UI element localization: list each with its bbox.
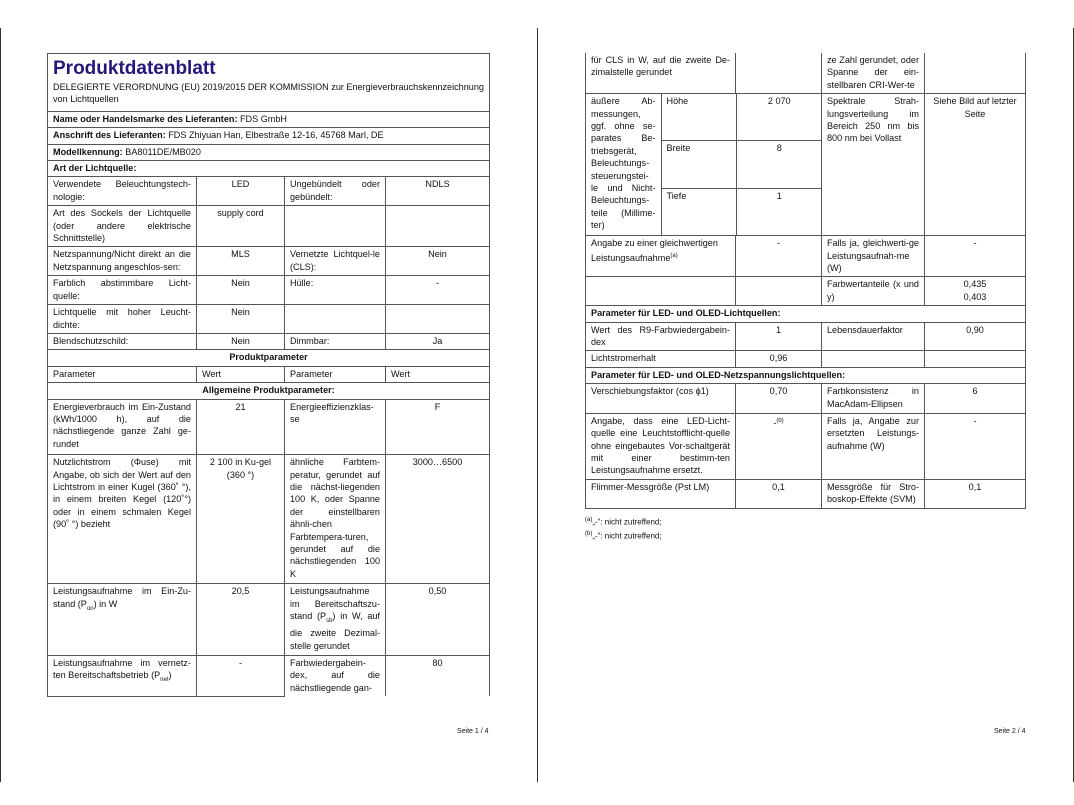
- value-header: Wert: [197, 366, 285, 382]
- empty-cell: [586, 277, 736, 306]
- page-2: [585, 53, 1026, 735]
- flicker-value: 0,1: [736, 479, 822, 508]
- spectral-value: Siehe Bild auf letzter Seite: [925, 94, 1026, 236]
- replacement-footnote: (b): [776, 417, 784, 424]
- model-label: Modellkennung:: [53, 146, 123, 157]
- replaced-power-label: Falls ja, Angabe zur ersetzten Leistungs-aufnahme (W): [822, 413, 925, 479]
- empty-cell: [925, 351, 1026, 367]
- title-row: [48, 54, 490, 112]
- r9-row: [586, 322, 1026, 351]
- mains-label: Netzspannung/Nicht direkt an die Netzspannung angeschlos-sen:: [48, 247, 197, 276]
- general-params-heading: Allgemeine Produktparameter:: [48, 383, 490, 399]
- chromaticity-y: 0,403: [963, 291, 987, 302]
- chromaticity-label: Farbwertanteile (x und y): [822, 277, 925, 306]
- light-type-label: Art der Lichtquelle:: [48, 161, 490, 177]
- supplier-name: FDS GmbH: [240, 113, 287, 124]
- replacement-value: [736, 413, 822, 479]
- equivalent-power-label-text: Angabe zu einer gleichwertigen Leistungsaufnahme: [591, 238, 718, 263]
- mains-row: [48, 247, 490, 276]
- page-separator-middle: [537, 28, 538, 782]
- chromaticity-value: [925, 277, 1026, 306]
- dimensions-table: [586, 94, 822, 235]
- tech-label: Verwendete Beleuchtungstech-nologie:: [48, 177, 197, 206]
- lumen-maintenance-label: Lichtstromerhalt: [586, 351, 736, 367]
- param-header: Parameter: [48, 366, 197, 382]
- footnote-b-marker: (b): [585, 531, 593, 538]
- light-type-row: [48, 161, 490, 177]
- power-on-label: [48, 584, 197, 656]
- high-luminance-label: Lichtquelle mit hoher Leucht-dichte:: [48, 305, 197, 334]
- lumen-maintenance-value: 0,96: [736, 351, 822, 367]
- flux-label: Nutzlichtstrom (Φuse) mit Angabe, ob sich der Wert auf den Lichtstrom in einer Kugel (360˚ °), in einem breiten Kegel (120˚°) oder in einem schmalen Kegel (90˚ °) bezieht: [48, 455, 197, 584]
- regulation-text: DELEGIERTE VERORDNUNG (EU) 2019/2015 DER KOMMISSION zur Energieverbrauchskennzeichnung von Lichtquellen: [53, 82, 484, 105]
- dimensions-cell: [586, 94, 822, 236]
- replacement-value-text: -: [773, 417, 777, 428]
- flux-value: 2 100 in Ku-gel (360 °): [197, 455, 285, 584]
- svm-label: Messgröße für Stro-boskop-Effekte (SVM): [822, 479, 925, 508]
- chromaticity-row: [586, 277, 1026, 306]
- model-row: [48, 144, 490, 160]
- survival-value: 0,90: [925, 322, 1026, 351]
- energy-label: Energieverbrauch im Ein-Zustand (kWh/1000 h), auf die nächstliegende ganze Zahl ge-rundet: [48, 399, 197, 455]
- led-params-row: [586, 306, 1026, 322]
- product-params-heading: Produktparameter: [48, 350, 490, 366]
- dimensions-label: äußere Ab-messungen, ggf. ohne se-parates Be-triebsgerät, Beleuchtungs-steuerungstei-le und Nicht-Beleuchtungs-teile (Millime-ter): [586, 94, 661, 235]
- page-1: [47, 53, 490, 735]
- equivalent-power-footnote: (a): [670, 252, 678, 259]
- cri-value: 80: [386, 656, 490, 697]
- model-value: BA8011DE/MB020: [125, 146, 201, 157]
- spectral-label: Spektrale Strah-lungsverteilung im Bereich 250 nm bis 800 nm bei Vollast: [822, 94, 925, 236]
- networked-standby-label-sub: net: [160, 677, 169, 684]
- equivalent-power-value: -: [736, 236, 822, 277]
- standby-power-label-unit: ) in W, auf die zweite Dezimal-stelle gerundet: [290, 611, 380, 651]
- led-params-heading: Parameter für LED- und OLED-Lichtquellen:: [586, 306, 1026, 322]
- networked-standby-label-unit: ): [168, 670, 172, 681]
- cct-label: ähnliche Farbtem-peratur, gerundet auf die nächst-liegenden 100 K, oder Spanne der einstellbaren ähnli-chen Farbtempera-turen, gerundet auf die nächstliegenden 100 K: [285, 455, 386, 584]
- product-data-table-page-2: [585, 53, 1026, 509]
- page-separator-left: [0, 28, 1, 782]
- high-luminance-value: Nein: [197, 305, 285, 334]
- r9-label: Wert des R9-Farbwiedergabein-dex: [586, 322, 736, 351]
- param-header-2: Parameter: [285, 366, 386, 382]
- empty-cell: [386, 206, 490, 247]
- page-1-footer: Seite 1 / 4: [457, 728, 489, 735]
- empty-cell: [386, 305, 490, 334]
- mains-value: MLS: [197, 247, 285, 276]
- width-value: 8: [736, 141, 822, 189]
- replacement-row: [586, 413, 1026, 479]
- footnote-a: [585, 514, 1026, 529]
- footnote-b-text: „-“: nicht zutreffend;: [592, 531, 662, 541]
- efficiency-class-value: F: [386, 399, 490, 455]
- networked-standby-value: -: [197, 656, 285, 697]
- energy-value: 21: [197, 399, 285, 455]
- footnote-a-text: „-“: nicht zutreffend;: [592, 517, 662, 527]
- colour-tunable-row: [48, 276, 490, 305]
- networked-standby-label-text: Leistungsaufnahme im vernetz-ten Bereitschaftsbetrieb (P: [53, 658, 191, 681]
- svm-value: 0,1: [925, 479, 1026, 508]
- antiglare-row: [48, 333, 490, 349]
- depth-label: Tiefe: [661, 189, 736, 236]
- power-on-label-unit: ) in W: [93, 598, 118, 609]
- displacement-row: [586, 384, 1026, 413]
- standby-power-label-text: Leistungsaufnahme im Bereitschaftszu-stand (P: [290, 586, 380, 622]
- height-value: 2 070: [736, 94, 822, 141]
- bundled-value: NDLS: [386, 177, 490, 206]
- equivalent-power-w-value: -: [925, 236, 1026, 277]
- value-header-2: Wert: [386, 366, 490, 382]
- standby-power-label: [285, 584, 386, 656]
- tech-row: [48, 177, 490, 206]
- supplier-address-row: [48, 128, 490, 144]
- led-mains-params-row: [586, 367, 1026, 383]
- page-2-footer: Seite 2 / 4: [994, 728, 1026, 735]
- energy-row: [48, 399, 490, 455]
- efficiency-class-label: Energieeffizienzklas-se: [285, 399, 386, 455]
- replaced-power-value: -: [925, 413, 1026, 479]
- high-luminance-row: [48, 305, 490, 334]
- power-on-value: 20,5: [197, 584, 285, 656]
- standby-power-label-sub: sb: [326, 617, 333, 624]
- dimmable-value: Ja: [386, 333, 490, 349]
- footnote-a-marker: (a): [585, 516, 593, 523]
- networked-standby-label-cont: für CLS in W, auf die zweite De-zimalstelle gerundet: [586, 53, 736, 94]
- product-params-row: [48, 350, 490, 366]
- survival-label: Lebensdauerfaktor: [822, 322, 925, 351]
- tech-value: LED: [197, 177, 285, 206]
- empty-cell: [285, 305, 386, 334]
- colour-tunable-value: Nein: [197, 276, 285, 305]
- product-data-table-page-1: [47, 53, 490, 697]
- empty-cell: [822, 351, 925, 367]
- param-header-row: [48, 366, 490, 382]
- empty-cell: [285, 206, 386, 247]
- networked-standby-row: [48, 656, 490, 697]
- cct-value: 3000…6500: [386, 455, 490, 584]
- cri-label: Farbwiedergabein-dex, auf die nächstliegende gan-: [285, 656, 386, 697]
- lumen-maintenance-row: [586, 351, 1026, 367]
- page-title: Produktdatenblatt: [53, 58, 216, 79]
- general-params-row: [48, 383, 490, 399]
- supplier-address: FDS Zhiyuan Han, Elbestraße 12-16, 45768 Marl, DE: [168, 130, 384, 141]
- standby-power-value: 0,50: [386, 584, 490, 656]
- antiglare-value: Nein: [197, 333, 285, 349]
- cri-label-cont: ze Zahl gerundet, oder Spanne der ein-stellbaren CRI-Wer-te: [822, 53, 925, 94]
- width-label: Breite: [661, 141, 736, 189]
- envelope-value: -: [386, 276, 490, 305]
- displacement-label: Verschiebungsfaktor (cos ϕ1): [586, 384, 736, 413]
- flicker-row: [586, 479, 1026, 508]
- dimensions-row: [586, 94, 1026, 236]
- supplier-name-row: [48, 111, 490, 127]
- socket-row: [48, 206, 490, 247]
- bundled-label: Ungebündelt oder gebündelt:: [285, 177, 386, 206]
- dimmable-label: Dimmbar:: [285, 333, 386, 349]
- empty-cell: [925, 53, 1026, 94]
- equivalent-power-row: [586, 236, 1026, 277]
- equivalent-power-label: [586, 236, 736, 277]
- equivalent-power-w-label: Falls ja, gleichwerti-ge Leistungsaufnah-me (W): [822, 236, 925, 277]
- chromaticity-x: 0,435: [963, 279, 987, 290]
- displacement-value: 0,70: [736, 384, 822, 413]
- antiglare-label: Blendschutzschild:: [48, 333, 197, 349]
- cls-value: Nein: [386, 247, 490, 276]
- supplier-address-label: Anschrift des Lieferanten:: [53, 130, 166, 141]
- empty-cell: [736, 53, 822, 94]
- r9-value: 1: [736, 322, 822, 351]
- continued-row: [586, 53, 1026, 94]
- colour-tunable-label: Farblich abstimmbare Licht-quelle:: [48, 276, 197, 305]
- power-on-label-sub: on: [86, 605, 94, 612]
- colour-consistency-label: Farbkonsistenz in MacAdam-Ellipsen: [822, 384, 925, 413]
- socket-value: supply cord: [197, 206, 285, 247]
- footnote-b: [585, 528, 1026, 543]
- cls-label: Vernetzte Lichtquel-le (CLS):: [285, 247, 386, 276]
- power-on-row: [48, 584, 490, 656]
- supplier-name-label: Name oder Handelsmarke des Lieferanten:: [53, 113, 238, 124]
- flux-row: [48, 455, 490, 584]
- flicker-label: Flimmer-Messgröße (Pst LM): [586, 479, 736, 508]
- height-label: Höhe: [661, 94, 736, 141]
- led-mains-params-heading: Parameter für LED- und OLED-Netzspannungslichtquellen:: [586, 367, 1026, 383]
- networked-standby-label: [48, 656, 197, 697]
- colour-consistency-value: 6: [925, 384, 1026, 413]
- socket-label: Art des Sockels der Lichtquelle (oder andere elektrische Schnittstelle): [48, 206, 197, 247]
- envelope-label: Hülle:: [285, 276, 386, 305]
- replacement-label: Angabe, dass eine LED-Licht-quelle eine Leuchtstofflicht-quelle ohne eingebautes Vor-schaltgerät mit einer bestimm-ten Leistungsaufnahme ersetzt.: [586, 413, 736, 479]
- power-on-label-text: Leistungsaufnahme im Ein-Zu-stand (P: [53, 586, 191, 609]
- empty-cell: [736, 277, 822, 306]
- depth-value: 1: [736, 189, 822, 236]
